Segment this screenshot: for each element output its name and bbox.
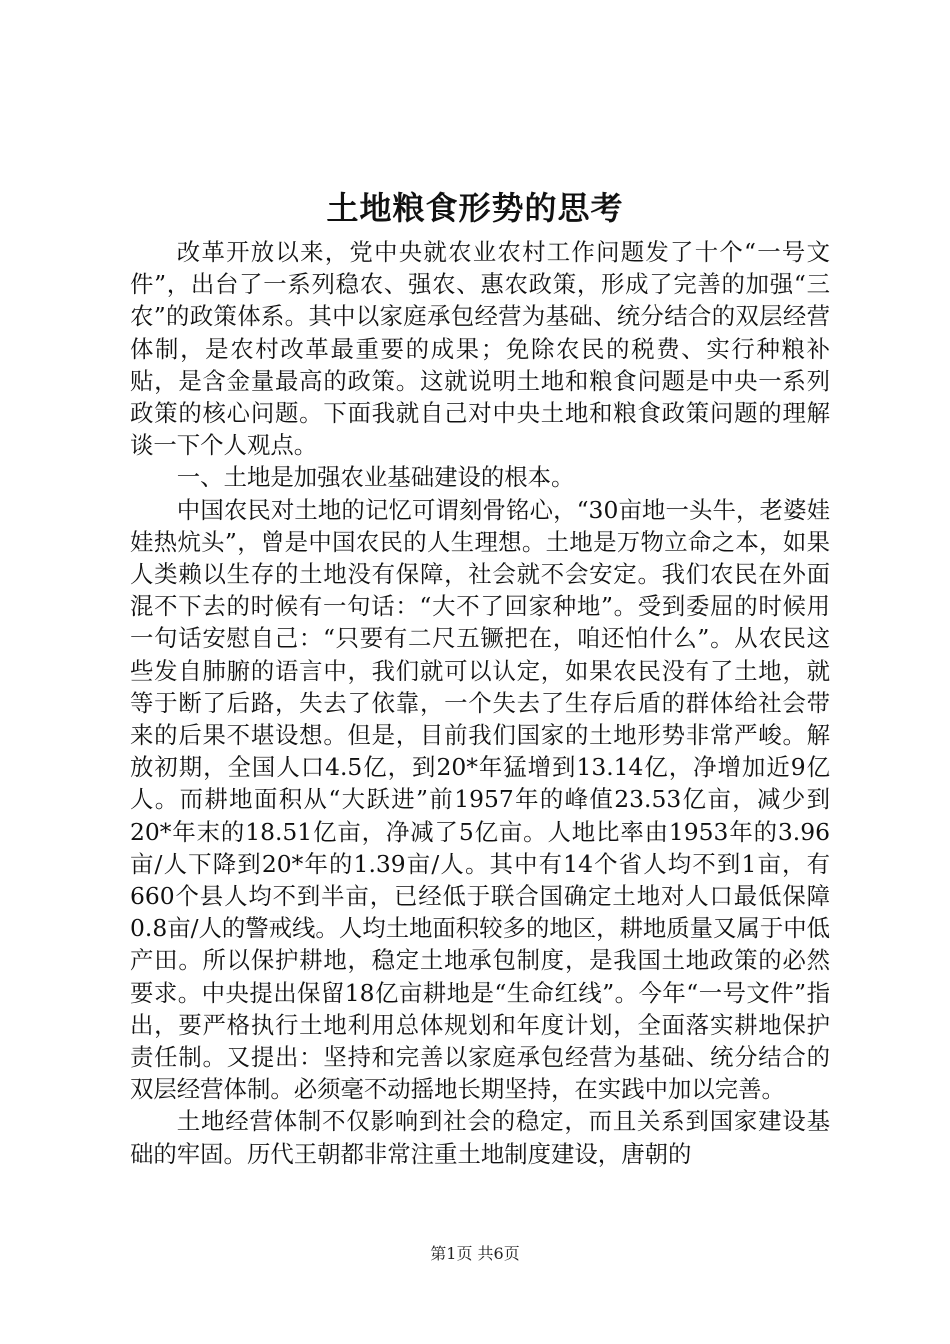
page-number-footer: 第1页 共6页 bbox=[430, 1244, 520, 1263]
document-title: 土地粮食形势的思考 bbox=[326, 189, 624, 227]
section-heading-1: 一、土地是加强农业基础建设的根本。 bbox=[176, 463, 575, 492]
document-body bbox=[130, 236, 830, 1170]
paragraph-intro: 改革开放以来，党中央就农业农村工作问题发了十个“一号文件”，出台了一系列稳农、强农、惠农政策，形成了完善的加强“三农”的政策体系。其中以家庭承包经营为基础、统分结合的双层经营体制，是农村改革最重要的成果；免除农民的税费、实行种粮补贴，是含金量最高的政策。这就说明土地和粮食问题是中央一系列政策的核心问题。下面我就自己对中央土地和粮食政策问题的理解谈一下个人观点。 bbox=[130, 238, 830, 460]
paragraph-land: 中国农民对土地的记忆可谓刻骨铭心，“30亩地一头牛，老婆娃娃热炕头”，曾是中国农民的人生理想。土地是万物立命之本，如果人类赖以生存的土地没有保障，社会就不会安定。我们农民在外面混不下去的时候有一句话：“大不了回家种地”。受到委屈的时候用一句话安慰自己：“只要有二尺五镢把在，咱还怕什么”。从农民这些发自肺腑的语言中，我们就可以认定，如果农民没有了土地，就等于断了后路，失去了依靠，一个失去了生存后盾的群体给社会带来的后果不堪设想。但是，目前我们国家的土地形势非常严峻。解放初期，全国人口4.5亿，到20*年猛增到13.14亿，净增加近9亿人。而耕地面积从“大跃进”前1957年的峰值23.53亿亩，减少到20*年末的18.51亿亩，净减了5亿亩。人地比率由1953年的3.96亩/人下降到20*年的1.39亩/人。其中有14个省人均不到1亩，有660个县人均不到半亩，已经低于联合国确定土地对人口最低保障0.8亩/人的警戒线。人均土地面积较多的地区，耕地质量又属于中低产田。所以保护耕地，稳定土地承包制度，是我国土地政策的必然要求。中央提出保留18亿亩耕地是“生命红线”。今年“一号文件”指出，要严格执行土地利用总体规划和年度计划，全面落实耕地保护责任制。又提出：坚持和完善以家庭承包经营为基础、统分结合的双层经营体制。必须毫不动摇地长期坚持，在实践中加以完善。 bbox=[130, 495, 831, 1104]
paragraph-land-system: 土地经营体制不仅影响到社会的稳定，而且关系到国家建设基础的牢固。历代王朝都非常注重土地制度建设，唐朝的 bbox=[130, 1107, 830, 1168]
